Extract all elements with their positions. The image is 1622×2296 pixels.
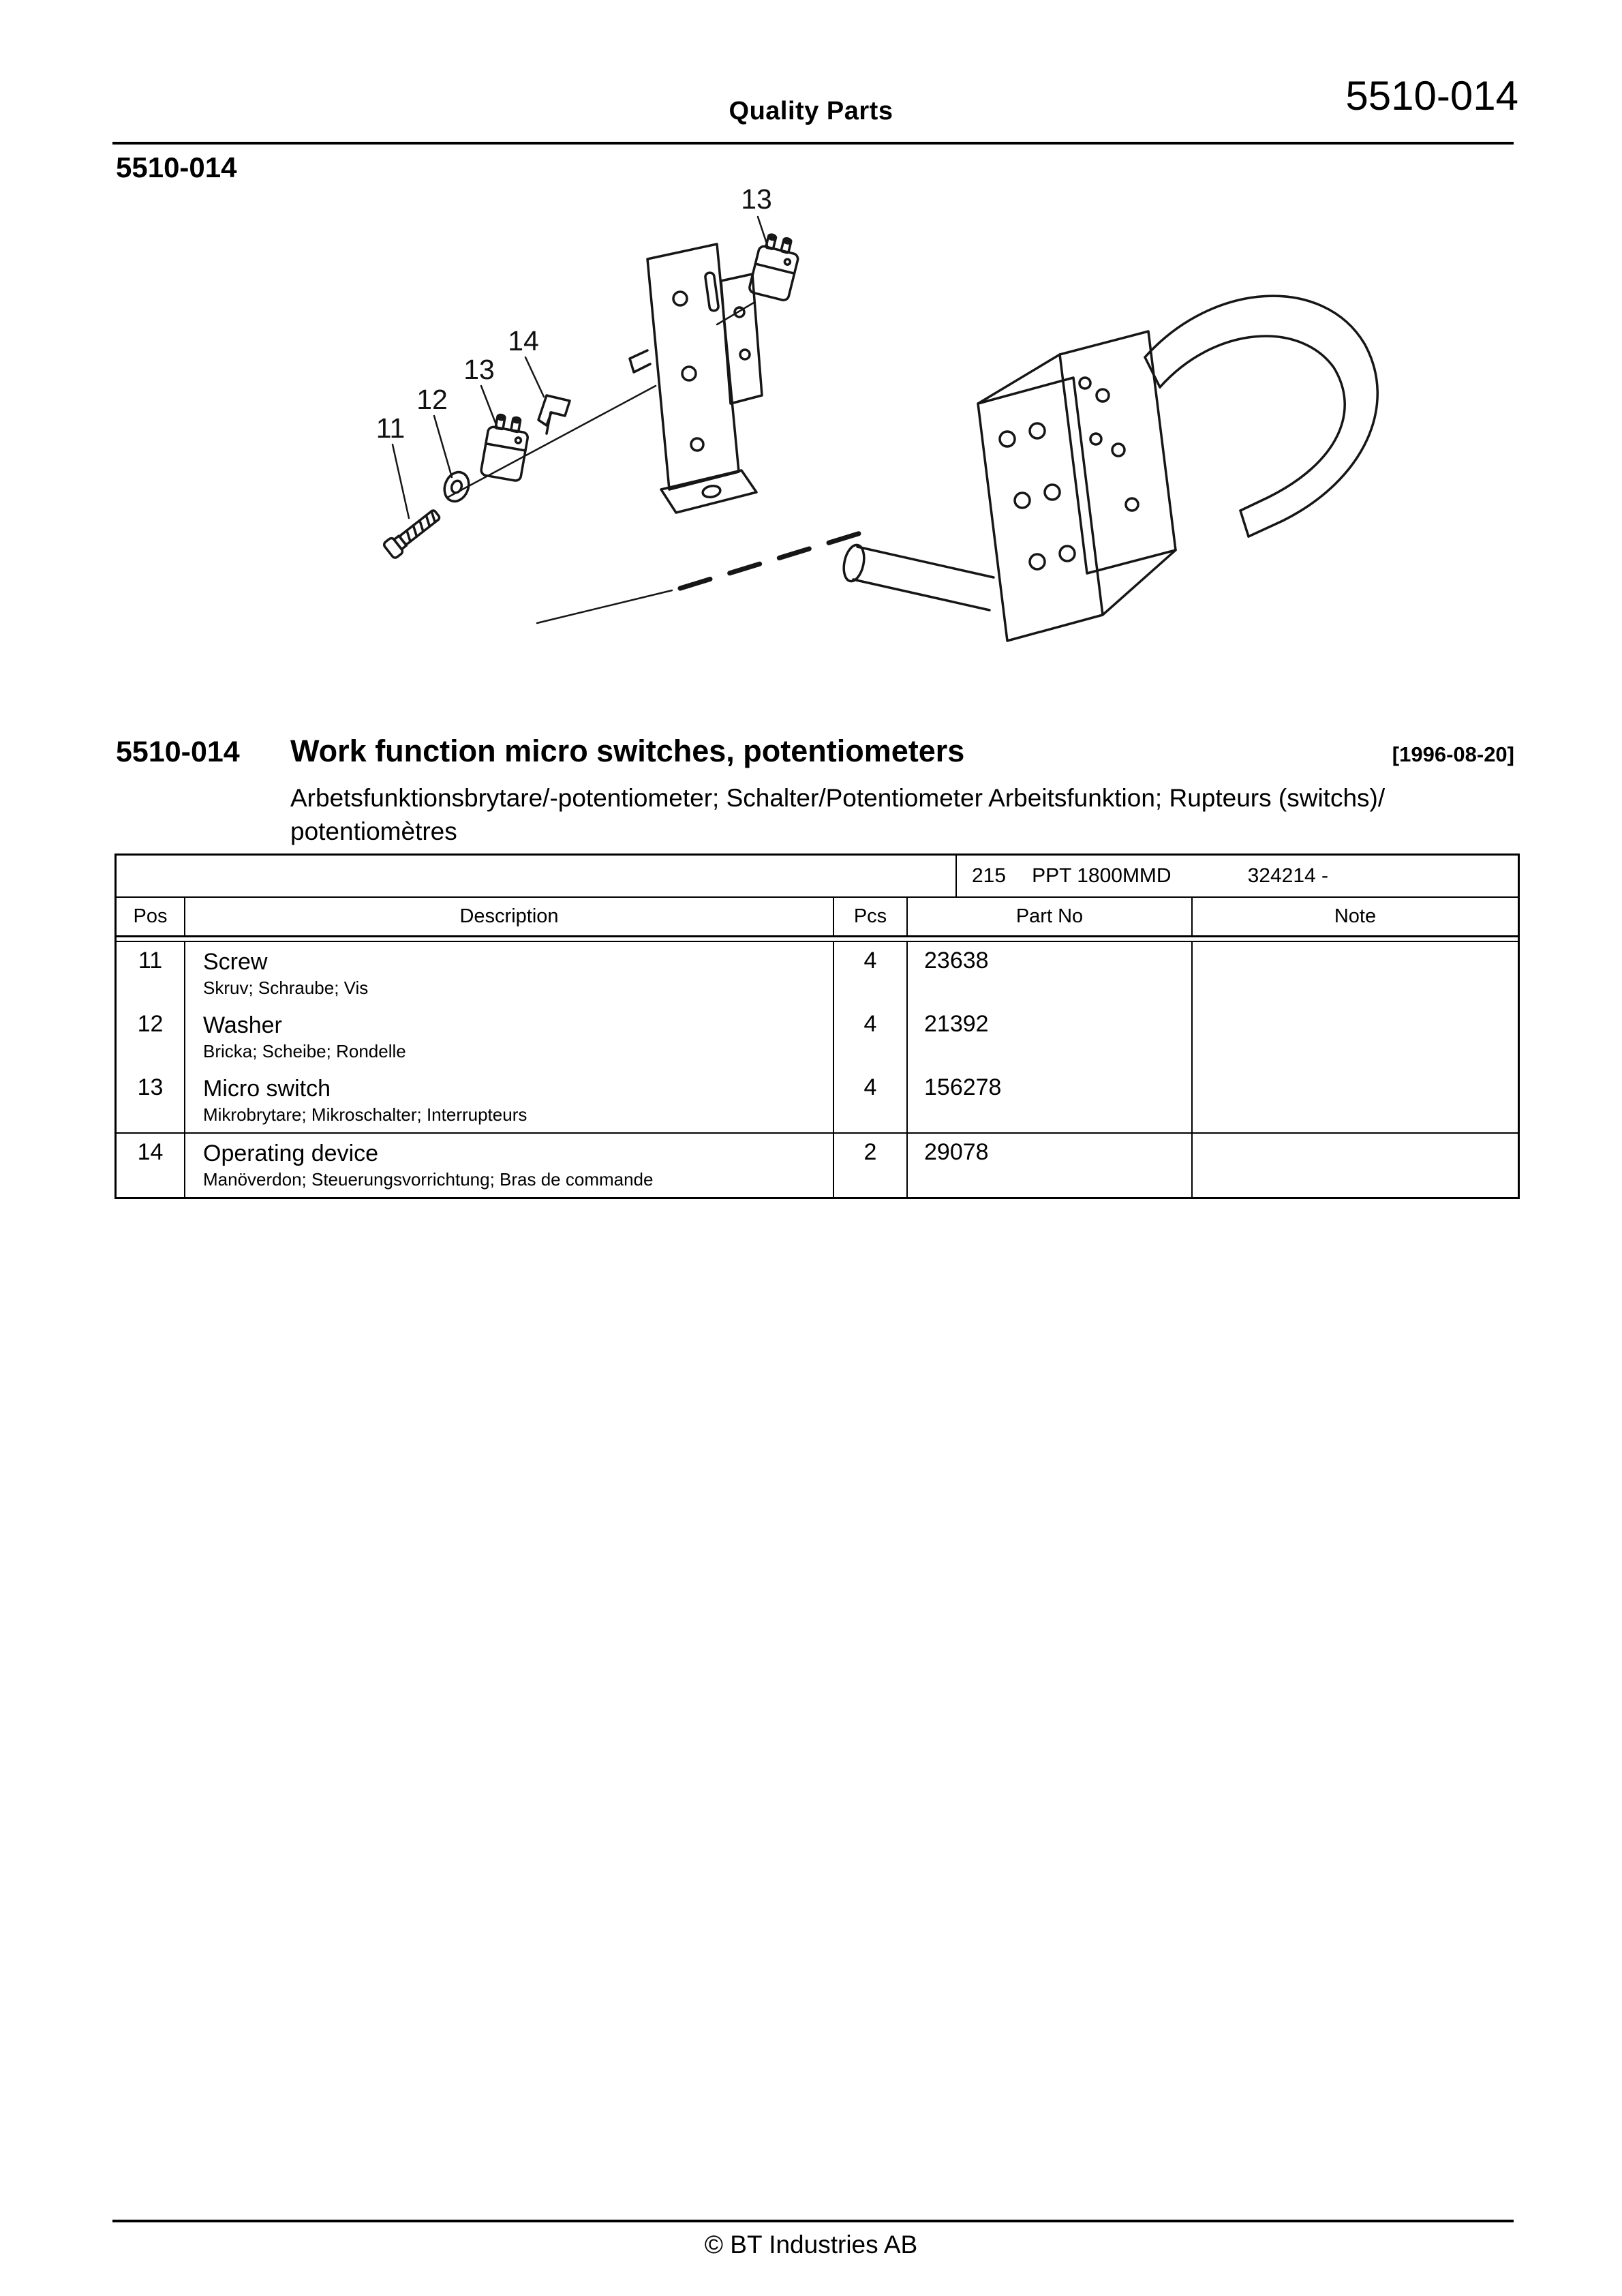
- column-header-part-no: Part No: [908, 898, 1193, 935]
- pos-cell: 11: [117, 942, 185, 1006]
- section-heading: [116, 734, 1514, 769]
- description-cell: [185, 1069, 834, 1132]
- pcs-cell: 2: [834, 1134, 908, 1197]
- description-cell: [185, 942, 834, 1006]
- part-no-cell: 29078: [908, 1134, 1193, 1197]
- model-name: PPT 1800MMD: [1032, 864, 1172, 887]
- description-alt: Mikrobrytare; Mikroschalter; Interrupteurs: [203, 1104, 527, 1125]
- section-date: [1996-08-20]: [1392, 742, 1514, 766]
- table-row: [117, 1069, 1518, 1132]
- figure-code: 5510-014: [116, 151, 237, 183]
- leader-lines: [393, 217, 767, 518]
- model-header-empty-cell: [117, 856, 957, 896]
- table-row: [117, 942, 1518, 1006]
- description-main: Operating device: [203, 1141, 379, 1166]
- pos-cell: 14: [117, 1134, 185, 1197]
- parts-table: [114, 854, 1520, 1199]
- model-header-cell: [957, 856, 1518, 896]
- note-cell: [1193, 1134, 1518, 1197]
- pcs-cell: 4: [834, 1069, 908, 1132]
- page-code: 5510-014: [1345, 73, 1518, 119]
- description-cell: [185, 1134, 834, 1197]
- column-header-pcs: Pcs: [834, 898, 908, 935]
- description-alt: Manöverdon; Steuerungsvorrichtung; Bras de commande: [203, 1169, 654, 1190]
- description-main: Washer: [203, 1012, 282, 1038]
- page-title: Quality Parts: [729, 97, 893, 125]
- column-header-row: [117, 898, 1518, 937]
- model-serial-range: 324214 -: [1247, 864, 1329, 887]
- part-no-cell: 23638: [908, 942, 1193, 1006]
- operating-device-assembly-part: [841, 296, 1378, 641]
- callout-label-13: 13: [463, 354, 495, 385]
- exploded-parts-diagram: [239, 179, 1431, 724]
- section-subtitle-line1: Arbetsfunktionsbrytare/-potentiometer; Schalter/Potentiometer Arbeitsfunktion; Rupteurs (switchs)/: [290, 784, 1386, 812]
- section-subtitle: [290, 781, 1517, 848]
- callout-label-12: 12: [416, 384, 448, 415]
- description-alt: Bricka; Scheibe; Rondelle: [203, 1041, 406, 1061]
- callout-label-13-top: 13: [741, 183, 772, 215]
- callout-label-11: 11: [376, 412, 406, 444]
- column-header-note: Note: [1334, 905, 1377, 927]
- column-header-pos: Pos: [117, 898, 185, 935]
- note-cell: [1193, 1069, 1518, 1132]
- double-rule-spacer: [117, 937, 1518, 942]
- column-header-description: Description: [185, 898, 834, 935]
- callout-label-14: 14: [508, 325, 539, 357]
- description-main: Micro switch: [203, 1076, 331, 1102]
- part-no-cell: 21392: [908, 1006, 1193, 1069]
- description-main: Screw: [203, 949, 268, 975]
- section-title: Work function micro switches, potentiometers: [290, 734, 965, 768]
- table-row: [117, 1132, 1518, 1197]
- operating-lever-part: [538, 395, 570, 434]
- model-type-code: 215: [972, 864, 1007, 887]
- footer-rule: [112, 2220, 1514, 2222]
- mounting-plate-part: [630, 244, 762, 513]
- pos-cell: 12: [117, 1006, 185, 1069]
- section-subtitle-line2: potentiomètres: [290, 817, 457, 845]
- pcs-cell: 4: [834, 942, 908, 1006]
- pos-cell: 13: [117, 1069, 185, 1132]
- description-alt: Skruv; Schraube; Vis: [203, 978, 369, 998]
- header-rule: [112, 142, 1514, 145]
- note-cell: [1193, 1006, 1518, 1069]
- table-row: [117, 1006, 1518, 1069]
- note-cell: [1193, 942, 1518, 1006]
- footer-text: © BT Industries AB: [704, 2231, 918, 2259]
- washer-part: [440, 468, 473, 505]
- model-header-row: [117, 856, 1518, 898]
- micro-switch-left-part: [480, 413, 531, 481]
- micro-switch-top-part: [748, 232, 802, 301]
- part-no-cell: 156278: [908, 1069, 1193, 1132]
- section-code: 5510-014: [116, 736, 240, 768]
- pcs-cell: 4: [834, 1006, 908, 1069]
- dashed-reference-line: [537, 529, 874, 623]
- description-cell: [185, 1006, 834, 1069]
- callout-labels: [376, 183, 772, 444]
- screw-part: [383, 507, 443, 559]
